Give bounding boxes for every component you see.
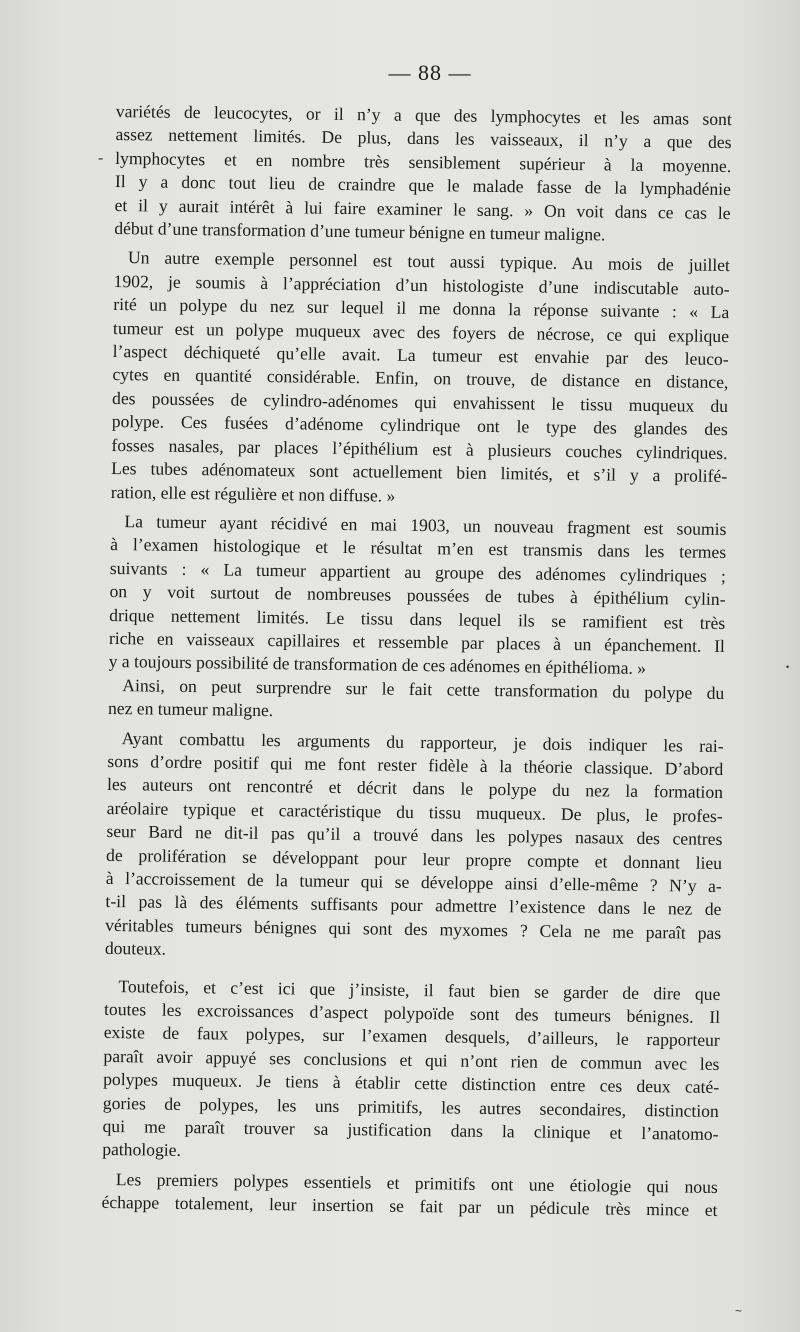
text-line: riche en vaisseaux capillaires et ressemble par places à un épanchement. Il [108,627,726,656]
corner-mark: ~ [735,1304,743,1318]
text-line: à l’accroissement de la tumeur qui se développe ainsi d’elle-même ? N’y a- [105,867,722,896]
body-text [101,100,732,1223]
text-line: ration, elle est régulière et non diffuse. » [110,481,396,506]
text-line: Un autre exemple personnel est tout aussi typique. Au mois de juillet [127,247,731,276]
text-line: polype. Ces fusées d’adénome cylindrique ont le type des glandes des [111,411,728,440]
text-line: seur Bard ne dit-il pas qu’il a trouvé dans les polypes nasaux des centres [106,821,723,850]
text-line: véritables tumeurs bénignes qui sont des myxomes ? Cela ne me paraît pas [105,914,722,943]
text-line: tumeur est un polype muqueux avec des foyers de nécrose, ce qui explique [112,317,730,346]
text-line: nez en tumeur maligne. [107,698,274,721]
text-line: à l’examen histologique et le résultat m’en est transmis dans les termes [110,534,727,563]
text-line: les auteurs ont rencontré et décrit dans le polype du nez la formation [106,774,724,803]
text-line: Il y a donc tout lieu de craindre que le malade fasse de la lymphadénie [114,171,732,200]
margin-mark: - [98,150,104,167]
text-line: Les premiers polypes essentiels et primitifs ont une étiologie qui nous [115,1168,718,1197]
text-line: y a toujours possibilité de transformation de ces adénomes en épithélioma. » [108,651,647,679]
text-line: de prolifération se développant pour leur propre compte et donnant lieu [105,844,723,873]
text-line: paraît avoir appuyé ses conclusions et qui n’ont rien de commun avec les [103,1045,720,1074]
text-line: assez nettement limités. De plus, dans les vaisseaux, il n’y a que des [115,124,732,153]
text-line: on y voit surtout de nombreuses poussées de tubes à épithélium cylin- [109,581,726,610]
text-line: Ainsi, on peut surprendre sur le fait cette transformation du polype du [122,674,725,703]
text-line: toutes les excroissances d’aspect polypoïde sont des tumeurs bénignes. Il [103,998,721,1028]
text-line: rité un polype du nez sur lequel il me donna la réponse suivante : « La [113,294,730,323]
text-line: douteux. [104,938,167,959]
text-line: variétés de leucocytes, or il n’y a que des lymphocytes et les amas sont [115,100,732,130]
text-line: l’aspect déchiqueté qu’elle avait. La tumeur est envahie par des leuco- [112,341,729,370]
margin-dot: • [786,662,790,672]
text-line: fosses nasales, par places l’épithélium est à plusieurs couches cylindriques. [111,434,728,463]
page-number: — 88 — [388,60,472,85]
text-line: aréolaire typique et caractéristique du tissu muqueux. De plus, le profes- [106,797,723,826]
text-line: La tumeur ayant récidivé en mai 1903, un nouveau fragment est soumis [124,511,727,539]
text-line: t-il pas là des éléments suffisants pour admettre l’existence dans le nez de [105,891,722,920]
text-line: Toutefois, et c’est ici que j’insiste, il faut bien se garder de dire que [118,975,721,1004]
text-line: 1902, je soumis à l’appréciation d’un histologiste d’une indiscutable auto- [113,270,730,299]
text-line: cytes en quantité considérable. Enfin, on trouve, de distance en distance, [112,364,729,393]
text-line: début d’une transformation d’une tumeur bénigne en tumeur maligne. [114,218,606,245]
text-line: pathologie. [102,1139,182,1161]
text-line: polypes muqueux. Je tiens à établir cette distinction entre ces deux caté- [103,1069,720,1098]
text-line: Ayant combattu les arguments du rapporteur, je dois indiquer les rai- [121,727,724,756]
text-line: gories de polypes, les uns primitifs, les autres secondaires, distinction [102,1092,719,1121]
text-line: sons d’ordre positif qui me font rester fidèle à la théorie classique. D’abord [107,750,724,779]
text-line: suivants : « La tumeur appartient au groupe des adénomes cylindriques ; [109,557,726,586]
text-line: drique nettement limités. Le tissu dans lequel ils se ramifient est très [109,604,726,633]
text-line: lymphocytes et en nombre très sensiblement supérieur à la moyenne. [115,147,732,176]
text-line: Les tubes adénomateux sont actuellement bien limités, et s’il y a prolifé- [111,458,728,487]
text-line: et il y aurait intérêt à lui faire examiner le sang. » On voit dans ce cas le [114,194,731,223]
text-line: qui me paraît trouver sa justification dans la clinique et l’anatomo- [102,1115,719,1145]
text-line: des poussées de cylindro-adénomes qui envahissent le tissu muqueux du [111,387,729,416]
text-line: échappe totalement, leur insertion se fait par un pédicule très mince et [101,1192,718,1221]
text-line: existe de faux polypes, sur l’examen desquels, d’ailleurs, le rapporteur [103,1022,720,1051]
